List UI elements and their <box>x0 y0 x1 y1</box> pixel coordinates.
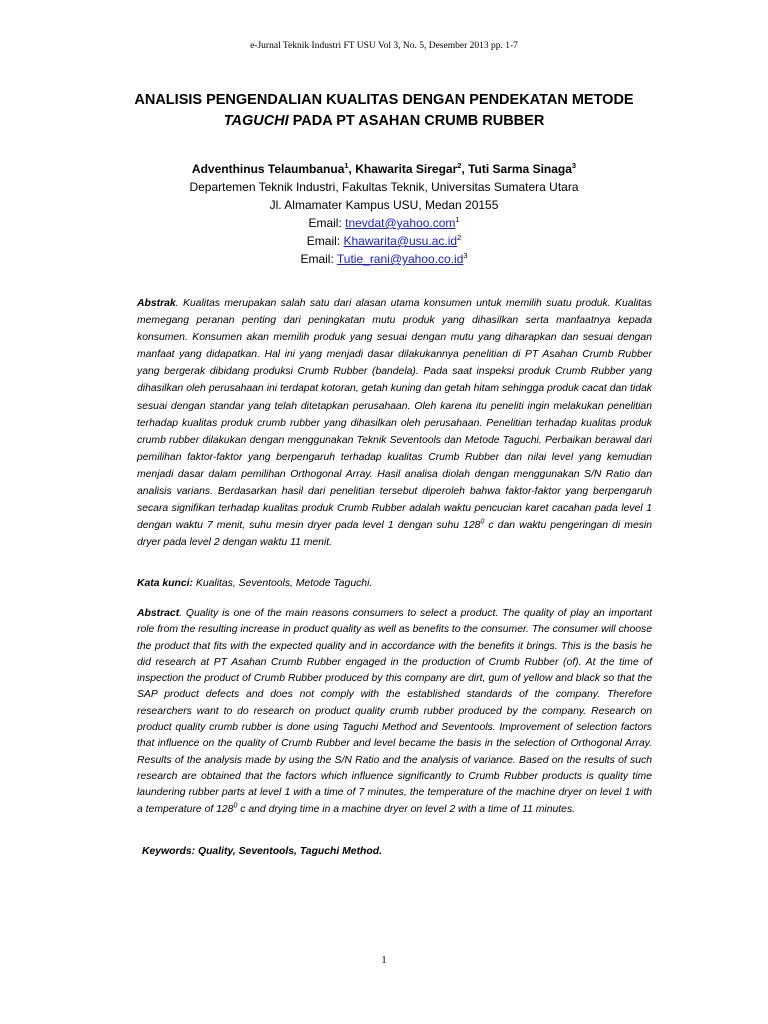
keywords-en: Keywords: Quality, Seventools, Taguchi Method. <box>142 846 382 857</box>
kata-kunci <box>137 578 652 589</box>
affiliation: Departemen Teknik Industri, Fakultas Teknik, Universitas Sumatera Utara <box>189 180 579 194</box>
kata-kunci-text: Kualitas, Seventools, Metode Taguchi. <box>193 578 373 589</box>
title-line-2-rest: PADA PT ASAHAN CRUMB RUBBER <box>288 113 545 129</box>
email-link[interactable]: tnevdat@yahoo.com <box>345 216 456 230</box>
abstrak-label: Abstrak <box>137 298 176 309</box>
abstract-en-paragraph <box>137 606 652 818</box>
author-block <box>60 160 708 268</box>
title-line-2 <box>60 111 708 132</box>
running-header: e-Jurnal Teknik Industri FT USU Vol 3, No. 5, Desember 2013 pp. 1-7 <box>250 41 518 51</box>
author-separator: , <box>348 162 356 176</box>
degree-mark: 0 <box>233 802 238 810</box>
email-link[interactable]: Tutie_rani@yahoo.co.id <box>336 252 464 266</box>
email-mark: 1 <box>455 215 460 224</box>
email-label: Email: <box>308 216 346 230</box>
paper-title <box>60 90 708 132</box>
abstrak-text-end: c dan waktu pengeringan di mesin dryer pada level 2 dengan waktu 11 menit. <box>137 520 653 549</box>
email-mark: 3 <box>463 251 468 260</box>
page-number: 1 <box>381 954 387 966</box>
email-mark: 2 <box>457 233 462 242</box>
abstrak-paragraph <box>137 295 652 551</box>
email-label: Email: <box>300 252 337 266</box>
email-label: Email: <box>306 234 344 248</box>
abstract-en-label: Abstract <box>137 608 180 619</box>
email-line <box>60 214 708 232</box>
title-taguchi: TAGUCHI <box>223 113 289 129</box>
author-separator: , <box>461 162 469 176</box>
email-line <box>60 250 708 268</box>
author-name: Adventhinus Telaumbanua <box>191 162 345 176</box>
abstrak-text: . Kualitas merupakan salah satu dari alasan utama konsumen untuk memilih suatu produk. Kualitas memegang peranan penting dari peningkatan mutu produk yang dihasilkan serta manfaatnya kepada konsumen. Konsumen akan memilih produk yang sesuai dengan mutu yang diharapkan dan sesuai dengan manfaat yang didapatkan. Hal ini yang menjadi dasar dilakukannya penelitian di PT Asahan Crumb Rubber yang bergerak dibidang produksi Crumb Rubber (bandela). Pada saat inspeksi produk Crumb Rubber yang dihasilkan oleh perusahaan ini terdapat kotoran, getah kuning dan getah hitam sehingga produk cacat dan tidak sesuai dengan standar yang telah ditetapkan perusahaan. Oleh karena itu peneliti ingin melakukan penelitian terhadap kualitas produk crumb rubber yang dihasilkan oleh perusahaan. Penelitian terhadap kualitas produk crumb rubber dilakukan dengan menggunakan Teknik Seventools dan Metode Taguchi. Perbaikan berawal dari pemilihan faktor-faktor yang berpengaruh terhadap kualitas Crumb Rubber dan nilai level yang kemudian menjadi dasar dalam pemilihan Orthogonal Array. Hasil analisa diolah dengan menggunakan S/N Ratio dan analisis varians. Berdasarkan hasil dari penelitian tersebut diperoleh bahwa faktor-faktor yang berpengaruh secara signifikan terhadap kualitas produk Crumb Rubber adalah waktu pencucian karet cacahan pada level 1 dengan waktu 7 menit, suhu mesin dryer pada level 1 dengan suhu 128 <box>137 298 652 532</box>
degree-mark: 0 <box>480 518 485 526</box>
abstract-en-text: . Quality is one of the main reasons consumers to select a product. The quality of play an important role from the resulting increase in product quality as well as benefits to the consumer. The consumer will choose the product that fits with the expected quality and in accordance with the benefits it brings. This is the basis he did research at PT Asahan Crumb Rubber engaged in the production of Crumb Rubber (of). At the time of inspection the product of Crumb Rubber produced by this company are dirt, gum of yellow and black so that the SAP product defects and does not comply with the established standards of the company. Therefore researchers want to do research on product quality crumb rubber produced by the company. Research on product quality crumb rubber is done using Taguchi Method and Seventools. Improvement of selection factors that influence on the quality of Crumb Rubber and level became the basis in the selection of Orthogonal Array. Results of the analysis made by using the S/N Ratio and the analysis of variance. Based on the results of such research are obtained that the factors which influence significantly to Crumb Rubber products is quality time laundering rubber parts at level 1 with a time of 7 minutes, the temperature of the machine dryer on level 1 with a temperature of 128 <box>137 608 652 815</box>
author-name: Tuti Sarma Sinaga <box>468 162 572 176</box>
title-line-1: ANALISIS PENGENDALIAN KUALITAS DENGAN PENDEKATAN METODE <box>134 92 634 108</box>
abstract-en-text-end: c and drying time in a machine dryer on level 2 with a time of 11 minutes. <box>237 803 576 815</box>
author-affiliation-mark: 2 <box>457 161 462 170</box>
author-name: Khawarita Siregar <box>355 162 458 176</box>
author-affiliation-mark: 1 <box>344 161 349 170</box>
author-list <box>60 160 708 178</box>
email-line <box>60 232 708 250</box>
email-link[interactable]: Khawarita@usu.ac.id <box>343 234 458 248</box>
address: Jl. Almamater Kampus USU, Medan 20155 <box>269 198 499 212</box>
author-affiliation-mark: 3 <box>571 161 577 170</box>
kata-kunci-label: Kata kunci: <box>137 578 194 589</box>
